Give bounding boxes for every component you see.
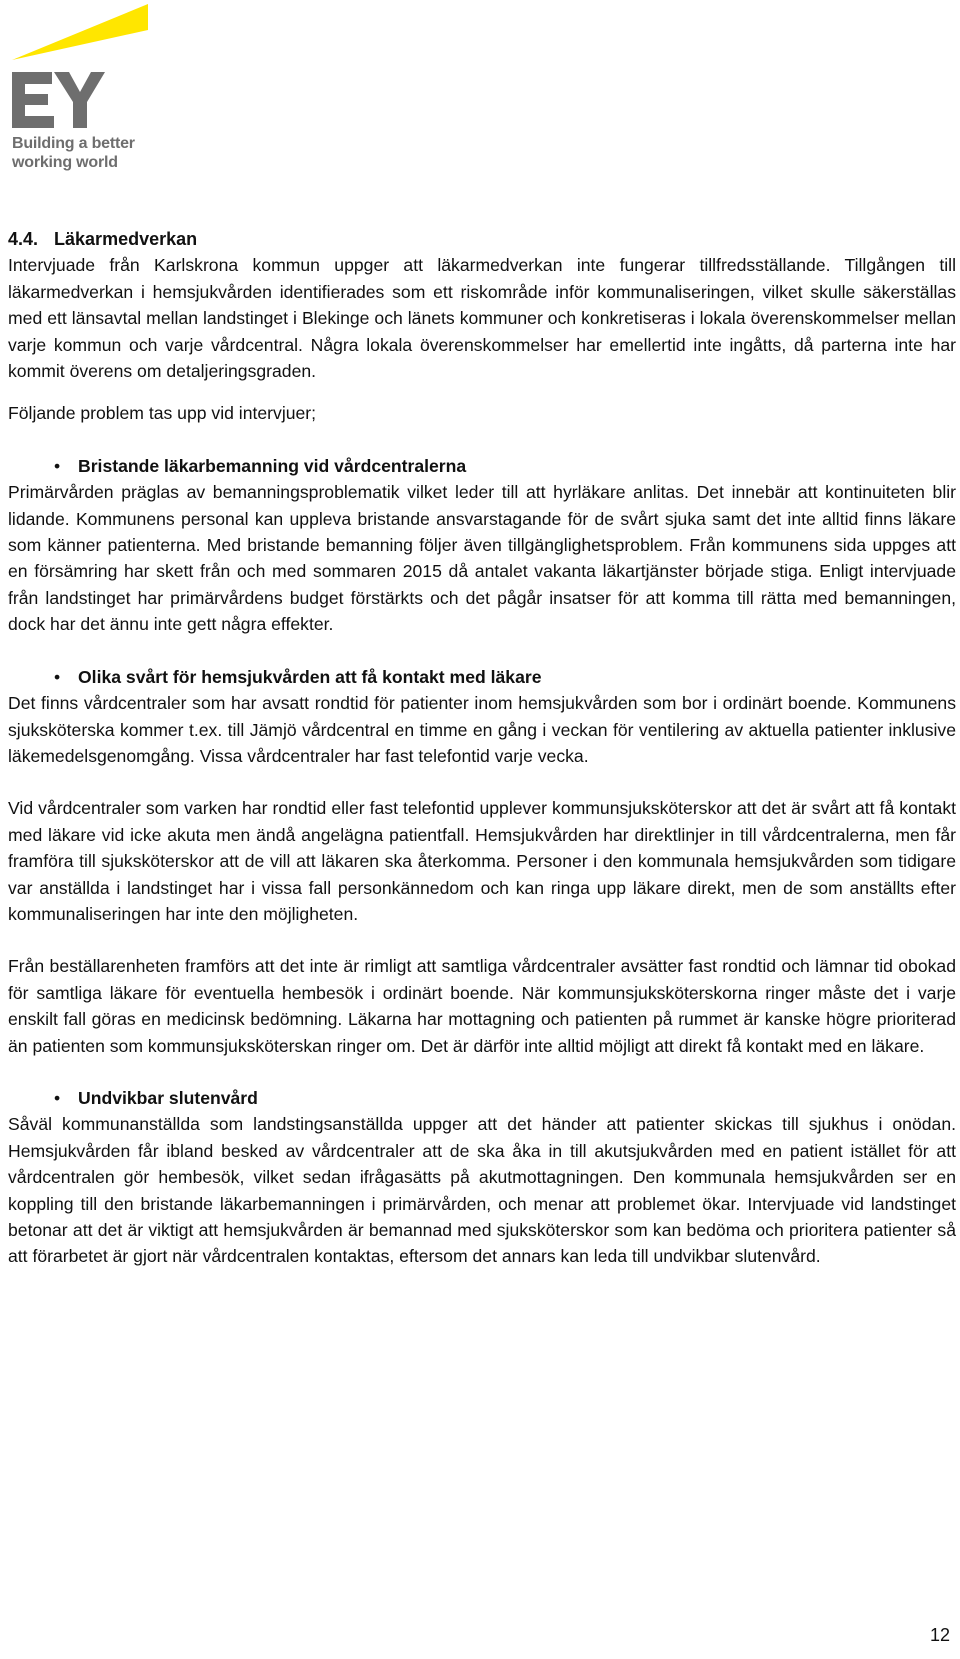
bullet-item-staffing: • Bristande läkarbemanning vid vårdcentralerna bbox=[8, 453, 956, 479]
logo-text: EY bbox=[10, 4, 12, 5]
logo-tagline bbox=[12, 134, 135, 172]
logo-letter-y-shape bbox=[54, 72, 105, 128]
section-heading bbox=[8, 226, 956, 252]
logo-tagline-line1: Building a better bbox=[12, 135, 135, 152]
doctor-contact-paragraph-1: Det finns vårdcentraler som har avsatt rondtid för patienter inom hemsjukvården som bor i ordinärt boende. Kommunens sjuksköterska kommer t.ex. till Jämjö vårdcentral en timme en gång i veckan för ventilering av aktuella patienter inklusive läkemedelsgenomgång. Vissa vårdcentraler har fast telefontid varje vecka. bbox=[8, 693, 956, 766]
section-number: 4.4. bbox=[8, 229, 39, 249]
logo-tagline-line2: working world bbox=[12, 154, 118, 171]
bullet-item-doctor-contact: • Olika svårt för hemsjukvården att få kontakt med läkare bbox=[8, 664, 956, 690]
staffing-paragraph: Primärvården präglas av bemanningsproblematik vilket leder till att hyrläkare anlitas. Det innebär att kontinuiteten blir lidande. Kommunens personal kan uppleva bristande ansvarstagande för de svårt sjuka samt det inte alltid finns läkare som känner patienterna. Med bristande bemanning följer även tillgänglighetsproblem. Från kommunens sida uppges att en försämring har skett från och med sommaren 2015 då antalet vakanta läkartjänster började stiga. Enligt intervjuade från landstinget har primärvårdens budget förstärkts och det pågår insatser för att komma till rätta med bemanningen, dock har det ännu inte gett några effekter. bbox=[8, 482, 956, 635]
problems-lead-paragraph: Följande problem tas upp vid intervjuer; bbox=[8, 403, 317, 424]
section-title: Läkarmedverkan bbox=[54, 229, 198, 249]
logo-beam-shape bbox=[12, 4, 148, 60]
page-number: 12 bbox=[929, 1625, 950, 1645]
document-body bbox=[8, 226, 956, 1270]
ey-logo bbox=[10, 4, 160, 174]
ey-logo-mark bbox=[10, 4, 160, 134]
doctor-contact-paragraph-3: Från beställarenheten framförs att det inte är rimligt att samtliga vårdcentraler avsätter fast rondtid och lämnar tid obokad för samtliga läkare för eventuella hembesök i ordinärt boende. När kommunsjuksköterskorna ringer måste det i varje enskilt fall göras en medicinsk bedömning. Läkarna har mottagning och patienten på rummet är kanske högre prioriterad än patienten som kommunsjuksköterskan ringer om. Det är därför inte alltid möjligt att direkt få kontakt med en läkare. bbox=[8, 956, 956, 1056]
doctor-contact-paragraph-2: Vid vårdcentraler som varken har rondtid eller fast telefontid upplever kommunsjuksköterskor att det är svårt att få kontakt med läkare vid icke akuta men ändå angelägna patientfall. Hemsjukvården har direktlinjer in till vårdcentralerna, men får framföra till sjuksköterskor att de vill att läkaren ska återkomma. Personer i den kommunala hemsjukvården som tidigare var anställda i landstinget har i vissa fall personkännedom och kan ringa upp läkare direkt, men de som anställts efter kommunaliseringen har inte den möjligheten. bbox=[8, 798, 956, 924]
logo-letter-e-shape bbox=[12, 72, 54, 128]
intro-paragraph: Intervjuade från Karlskrona kommun uppger att läkarmedverkan inte fungerar tillfredsställande. Tillgången till läkarmedverkan i hemsjukvården identifierades som ett riskområde inför kommunaliseringen, vilket skulle säkerställas med ett länsavtal mellan landstinget i Blekinge och länets kommuner och konkretiseras i lokala överenskommelser mellan varje kommun och varje vårdcentral. Några lokala överenskommelser har emellertid inte ingåtts, då parterna inte har kommit överens om detaljeringsgraden. bbox=[8, 255, 956, 382]
avoidable-care-paragraph: Såväl kommunanställda som landstingsanställda uppger att det händer att patienter skickas till sjukhus i onödan. Hemsjukvården får ibland besked av vårdcentraler att de ska åka in till akutsjukvården med en patient istället för att vårdcentralen gör hembesök, vilket sedan ifrågasätts på akutmottagningen. Den kommunala hemsjukvården ser en koppling till den bristande läkarbemanningen i primärvården, och menar att problemet ökar. Intervjuade vid landstinget betonar att det är viktigt att hemsjukvården är bemannad med sjuksköterskor som kan bedöma och prioritera patienter så att förarbetet är gjort när vårdcentralen kontaktas, eftersom det annars kan leda till undvikbar slutenvård. bbox=[8, 1114, 956, 1267]
bullet-item-avoidable-care: • Undvikbar slutenvård bbox=[8, 1085, 956, 1111]
